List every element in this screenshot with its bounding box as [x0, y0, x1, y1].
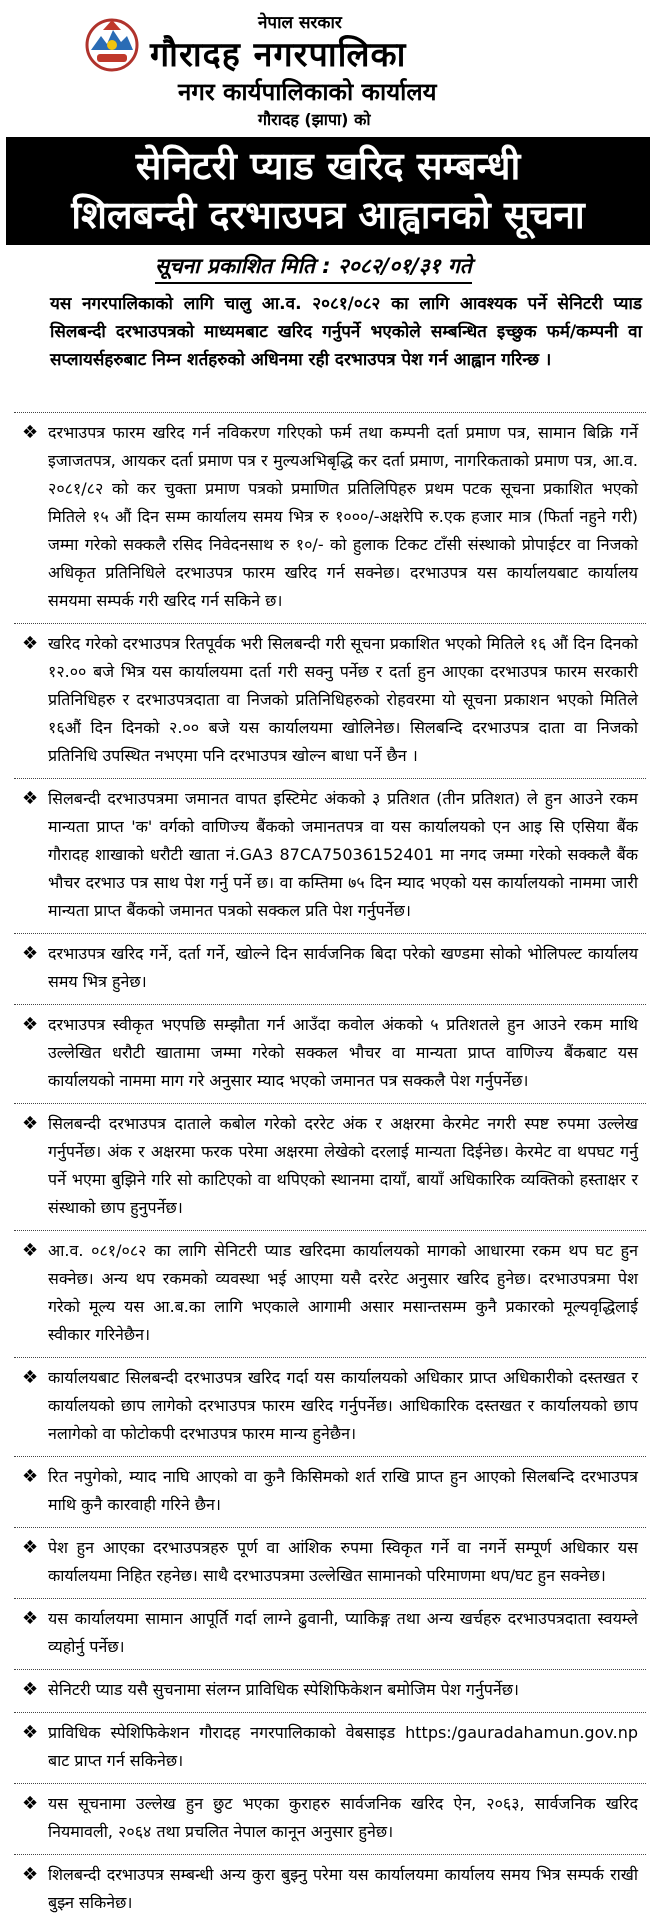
diamond-bullet-icon: ❖: [22, 1679, 39, 1700]
diamond-bullet-icon: ❖: [22, 1793, 39, 1814]
term-item: [14, 1527, 646, 1598]
term-item: [14, 1598, 646, 1669]
terms-list: [14, 412, 646, 1925]
diamond-bullet-icon: ❖: [22, 1113, 39, 1134]
diamond-bullet-icon: ❖: [22, 1466, 39, 1487]
term-text: दरभाउपत्र खरिद गर्ने, दर्ता गर्ने, खोल्ने दिन सार्वजनिक बिदा परेको खण्डमा सोको भोलिपल्ट कार्यालय समय भित्र हुनेछ।: [48, 944, 638, 991]
office-name: नगर कार्यपालिकाको कार्यालय: [178, 78, 437, 106]
notice-title-line2: शिलबन्दी दरभाउपत्र आह्वानको सूचना: [71, 193, 585, 237]
term-item: [14, 1712, 646, 1783]
term-text: खरिद गरेको दरभाउपत्र रितपूर्वक भरी सिलबन्दी गरी सूचना प्रकाशित भएको मितिले १६ औं दिन दिनको १२.०० बजे भित्र यस कार्यालयमा दर्ता गरी सक्नु पर्नेछ र दर्ता हुन आएका दरभाउपत्र फारम सरकारी प्रतिनिधिहरु र दरभाउपत्रदाता वा निजको प्रतिनिधिहरुको रोहवरमा यो सूचना प्रकाशन भएको मितिले १६औं दिन दिनको २.०० बजे यस कार्यालयमा खोलिनेछ। सिलबन्दि दरभाउपत्र दाता वा निजको प्रतिनिधि उपस्थित नभएमा पनि दरभाउपत्र खोल्न बाधा पर्ने छैन ।: [48, 634, 638, 765]
diamond-bullet-icon: ❖: [22, 1367, 39, 1388]
intro-paragraph: यस नगरपालिकाको लागि चालु आ.व. २०८१/०८२ का लागि आवश्यक पर्ने सेनिटरी प्याड सिलबन्दी दरभाउपत्रको माध्यमबाट खरिद गर्नुपर्ने भएकोले सम्बन्धित इच्छुक फर्म/कम्पनी वा सप्लायर्सहरुबाट निम्न शर्तहरुको अधिनमा रही दरभाउपत्र पेश गर्न आह्वान गरिन्छ ।: [50, 294, 642, 370]
term-item: [14, 1103, 646, 1230]
term-text: शिलबन्दी दरभाउपत्र सम्बन्धी अन्य कुरा बुझ्नु परेमा यस कार्यालयमा कार्यालय समय भित्र सम्पर्क राखी बुझ्न सकिनेछ।: [48, 1865, 638, 1912]
diamond-bullet-icon: ❖: [22, 1240, 39, 1261]
government-name: नेपाल सरकार: [258, 13, 342, 33]
notice-title-line1: सेनिटरी प्याड खरिद सम्बन्धी: [135, 144, 521, 188]
term-item: [14, 1669, 646, 1712]
letterhead: [0, 0, 656, 128]
term-text: यस कार्यालयमा सामान आपूर्ति गर्दा लाग्ने ढुवानी, प्याकिङ्ग तथा अन्य खर्चहरु दरभाउपत्रदाता स्वयम्ले व्यहोर्नु पर्नेछ।: [48, 1609, 638, 1656]
diamond-bullet-icon: ❖: [22, 633, 39, 654]
term-text: दरभाउपत्र फारम खरिद गर्न नविकरण गरिएको फर्म तथा कम्पनी दर्ता प्रमाण पत्र, सामान बिक्रि गर्ने इजाजतपत्र, आयकर दर्ता प्रमाण पत्र र मुल्यअभिबृद्धि कर दर्ता प्रमाण, नागरिकताको प्रमाण पत्र, आ.व. २०८१/८२ को कर चुक्ता प्रमाण पत्रको प्रमाणित प्रतिलिपिहरु प्रथम पटक सूचना प्रकाशित भएको मितिले १५ औं दिन सम्म कार्यालय समय भित्र रु १०००/-अक्षरेपि रु.एक हजार मात्र (फिर्ता नहुने गरी) जम्मा गरेको सक्कलै रसिद निवेदनसाथ रु १०/- को हुलाक टिकट टाँसी संस्थाको प्रोपाईटर वा निजको अधिकृत प्रतिनिधिले दरभाउपत्र फारम खरिद गर्न सक्नेछ। दरभाउपत्र यस कार्यालयबाट कार्यालय समयमा सम्पर्क गरी खरिद गर्न सकिने छ।: [48, 423, 638, 610]
term-text: पेश हुन आएका दरभाउपत्रहरु पूर्ण वा आंशिक रुपमा स्विकृत गर्ने वा नगर्ने सम्पूर्ण अधिकार यस कार्यालयमा निहित रहनेछ। साथै दरभाउपत्रमा उल्लेखित सामानको परिमाणमा थप/घट हुन सक्नेछ।: [48, 1538, 638, 1585]
term-text: सिलबन्दी दरभाउपत्र दाताले कबोल गरेको दररेट अंक र अक्षरमा केरमेट नगरी स्पष्ट रुपमा उल्लेख गर्नुपर्नेछ। अंक र अक्षरमा फरक परेमा अक्षरमा लेखेको दरलाई मान्यता दिईनेछ। केरमेट वा थपघट गर्नु पर्ने भएमा बुझिने गरि सो काटिएको वा थपिएको स्थानमा दायाँ, बायाँ अधिकारिक व्यक्तिको हस्ताक्षर र संस्थाको छाप हुनुपर्नेछ।: [48, 1114, 638, 1217]
diamond-bullet-icon: ❖: [22, 788, 39, 809]
term-item: [14, 1854, 646, 1925]
municipality-name: गौरादह नगरपालिका: [150, 35, 407, 75]
diamond-bullet-icon: ❖: [22, 1864, 39, 1885]
office-location: गौरादह (झापा) को: [258, 110, 371, 129]
term-item: [14, 778, 646, 933]
term-text: प्राविधिक स्पेशिफिकेशन गौरादह नगरपालिकाको वेबसाइड https:/gauradahamun.gov.np बाट प्राप्त गर्न सकिनेछ।: [48, 1723, 638, 1770]
term-text: सिलबन्दी दरभाउपत्रमा जमानत वापत इस्टिमेट अंकको ३ प्रतिशत (तीन प्रतिशत) ले हुन आउने रकम मान्यता प्राप्त 'क' वर्गको वाणिज्य बैंकको जमानतपत्र वा यस कार्यालयको एन आइ सि एसिया बैंक गौरादह शाखाको धरौटी खाता नं.GA3 87CA75036152401 मा नगद जम्मा गरेको सक्कलै बैंक भौचर दरभाउ पत्र साथ पेश गर्नु पर्ने छ। वा कम्तिमा ७५ दिन म्याद भएको यस कार्यालयको नाममा जारी मान्यता प्राप्त बैंकको जमानत पत्रको सक्कल प्रति पेश गर्नुपर्नेछ।: [48, 789, 638, 920]
diamond-bullet-icon: ❖: [22, 1608, 39, 1629]
notice-title-banner: [6, 137, 650, 245]
term-item: [14, 933, 646, 1004]
term-item: [14, 1456, 646, 1527]
term-text: सेनिटरी प्याड यसै सुचनामा संलग्न प्राविधिक स्पेशिफिकेशन बमोजिम पेश गर्नुपर्नेछ।: [48, 1680, 519, 1699]
term-text: रित नपुगेको, म्याद नाघि आएको वा कुनै किसिमको शर्त राखि प्राप्त हुन आएको सिलबन्दि दरभाउपत्र माथि कुनै कारवाही गरिने छैन।: [48, 1467, 638, 1514]
term-text: आ.व. ०८१/०८२ का लागि सेनिटरी प्याड खरिदमा कार्यालयको मागको आधारमा रकम थप घट हुन सक्नेछ। अन्य थप रकमको व्यवस्था भई आएमा यसै दररेट अनुसार खरिद हुनेछ। दरभाउपत्रमा पेश गरेको मूल्य यस आ.ब.का लागि भएकाले आगामी असार मसान्तसम्म कुनै प्रकारको मूल्यवृद्धिलाई स्वीकार गरिनेछैन।: [48, 1241, 638, 1344]
term-text: यस सूचनामा उल्लेख हुन छुट भएका कुराहरु सार्वजनिक खरिद ऐन, २०६३, सार्वजनिक खरिद नियमावली, २०६४ तथा प्रचलित नेपाल कानून अनुसार हुनेछ।: [48, 1794, 638, 1841]
term-text: कार्यालयबाट सिलबन्दी दरभाउपत्र खरिद गर्दा यस कार्यालयको अधिकार प्राप्त अधिकारीको दस्तखत र कार्यालयको छाप लागेको दरभाउपत्र फारम खरिद गर्नुपर्नेछ। आधिकारिक दस्तखत र कार्यालयको छाप नलागेको वा फोटोकपी दरभाउपत्र फारम मान्य हुनेछैन।: [48, 1368, 638, 1443]
diamond-bullet-icon: ❖: [22, 1722, 39, 1743]
term-item: [14, 1004, 646, 1103]
term-item: [14, 412, 646, 623]
diamond-bullet-icon: ❖: [22, 1537, 39, 1558]
term-item: [14, 1357, 646, 1456]
nepal-emblem-icon: [83, 14, 141, 72]
term-item: [14, 623, 646, 778]
diamond-bullet-icon: ❖: [22, 943, 39, 964]
term-item: [14, 1783, 646, 1854]
diamond-bullet-icon: ❖: [22, 422, 39, 443]
publish-date: सूचना प्रकाशित मिति : २०८२/०१/३१ गते: [155, 252, 472, 284]
diamond-bullet-icon: ❖: [22, 1014, 39, 1035]
term-item: [14, 1230, 646, 1357]
term-text: दरभाउपत्र स्वीकृत भएपछि सम्झौता गर्न आउँदा कवोल अंकको ५ प्रतिशतले हुन आउने रकम माथि उल्लेखित धरौटी खातामा जम्मा गरेको सक्कल भौचर वा मान्यता प्राप्त वाणिज्य बैंकबाट यस कार्यालयको नाममा माग गरे अनुसार म्याद भएको जमानत पत्र सक्कलै पेश गर्नुपर्नेछ।: [48, 1015, 638, 1090]
